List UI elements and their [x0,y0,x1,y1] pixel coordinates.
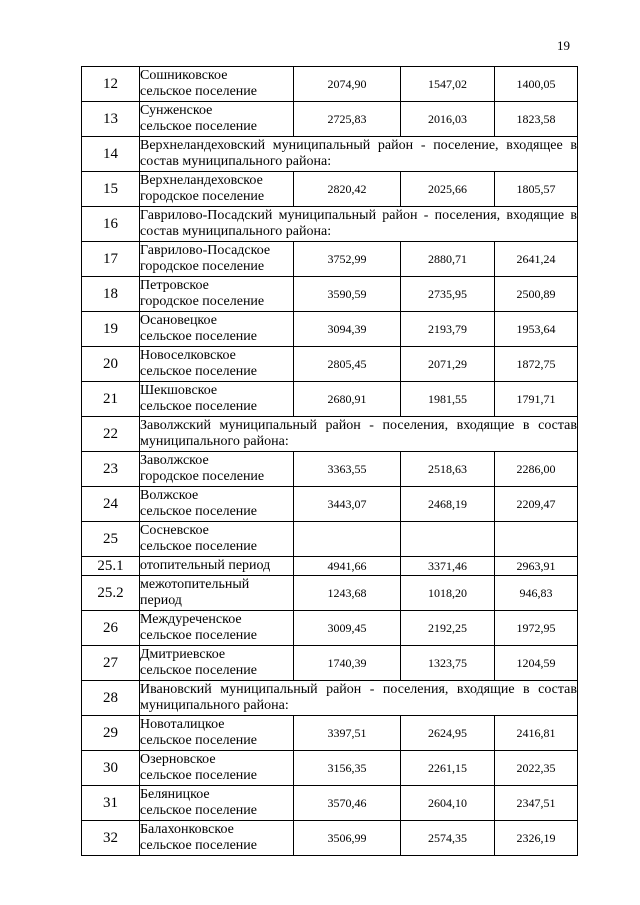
row-number: 20 [82,347,140,382]
tariff-table [81,66,578,856]
table-row [82,557,578,576]
row-number: 31 [82,786,140,821]
value-v2: 2192,25 [401,611,495,646]
row-number: 24 [82,487,140,522]
value-v1: 2725,83 [294,102,401,137]
settlement-name: Дмитриевское сельское поселение [140,646,294,681]
value-v3: 2022,35 [495,751,578,786]
value-v1: 2820,42 [294,172,401,207]
value-v3: 2641,24 [495,242,578,277]
table-row [82,347,578,382]
value-v1: 2805,45 [294,347,401,382]
settlement-name: Сошниковское сельское поселение [140,67,294,102]
table-row [82,172,578,207]
table-row [82,821,578,856]
value-v1: 3506,99 [294,821,401,856]
settlement-name: Озерновское сельское поселение [140,751,294,786]
row-number: 14 [82,137,140,172]
settlement-name: Осановецкое сельское поселение [140,312,294,347]
value-v1: 3443,07 [294,487,401,522]
value-v1: 3094,39 [294,312,401,347]
district-header-row [82,137,578,172]
value-v3: 1872,75 [495,347,578,382]
row-number: 26 [82,611,140,646]
page-number: 19 [557,38,570,53]
row-number: 27 [82,646,140,681]
settlement-name: Балахонковское сельское поселение [140,821,294,856]
value-v3: 2347,51 [495,786,578,821]
table-row [82,522,578,557]
district-header-row [82,417,578,452]
value-v3: 1972,95 [495,611,578,646]
value-v2: 2735,95 [401,277,495,312]
value-v3: 1953,64 [495,312,578,347]
settlement-name: Сосневское сельское поселение [140,522,294,557]
row-number: 32 [82,821,140,856]
value-v1: 3397,51 [294,716,401,751]
row-number: 21 [82,382,140,417]
settlement-name: Петровское городское поселение [140,277,294,312]
value-v3: 2209,47 [495,487,578,522]
row-number: 18 [82,277,140,312]
value-v3: 1805,57 [495,172,578,207]
value-v2: 2025,66 [401,172,495,207]
row-number: 22 [82,417,140,452]
value-v3: 1204,59 [495,646,578,681]
value-v2: 1323,75 [401,646,495,681]
settlement-name: Гаврилово-Посадское городское поселение [140,242,294,277]
value-v2: 2071,29 [401,347,495,382]
settlement-name: Верхнеландеховское городское поселение [140,172,294,207]
row-number: 13 [82,102,140,137]
value-v3: 2326,19 [495,821,578,856]
value-v3: 2500,89 [495,277,578,312]
value-v3: 946,83 [495,576,578,611]
table-row [82,277,578,312]
value-v1: 3009,45 [294,611,401,646]
settlement-name: Сунженское сельское поселение [140,102,294,137]
settlement-name: отопительный период [140,557,294,576]
row-number: 23 [82,452,140,487]
table-row [82,242,578,277]
value-v2: 3371,46 [401,557,495,576]
district-header: Верхнеландеховский муниципальный район - поселение, входящее в состав муниципального района: [140,137,578,172]
value-v1: 3590,59 [294,277,401,312]
value-v3: 1823,58 [495,102,578,137]
settlement-name: Беляницкое сельское поселение [140,786,294,821]
value-v1: 1740,39 [294,646,401,681]
value-v2: 2193,79 [401,312,495,347]
settlement-name: межотопительный период [140,576,294,611]
table-row [82,646,578,681]
value-v1 [294,522,401,557]
value-v3: 1791,71 [495,382,578,417]
table-row [82,102,578,137]
value-v3 [495,522,578,557]
value-v2: 2261,15 [401,751,495,786]
value-v2: 2880,71 [401,242,495,277]
row-number: 28 [82,681,140,716]
value-v1: 3156,35 [294,751,401,786]
table-row [82,452,578,487]
table-row [82,576,578,611]
value-v2 [401,522,495,557]
row-number: 15 [82,172,140,207]
table-row [82,751,578,786]
value-v1: 2680,91 [294,382,401,417]
settlement-name: Новоселковское сельское поселение [140,347,294,382]
table-row [82,382,578,417]
value-v2: 2574,35 [401,821,495,856]
district-header-row [82,681,578,716]
table-row [82,487,578,522]
row-number: 25 [82,522,140,557]
row-number: 16 [82,207,140,242]
value-v3: 2963,91 [495,557,578,576]
value-v3: 1400,05 [495,67,578,102]
district-header: Заволжский муниципальный район - поселения, входящие в состав муниципального района: [140,417,578,452]
value-v3: 2286,00 [495,452,578,487]
row-number: 25.2 [82,576,140,611]
row-number: 12 [82,67,140,102]
row-number: 19 [82,312,140,347]
value-v1: 3752,99 [294,242,401,277]
value-v2: 1981,55 [401,382,495,417]
district-header: Ивановский муниципальный район - поселения, входящие в состав муниципального района: [140,681,578,716]
value-v1: 1243,68 [294,576,401,611]
table-body [82,67,578,856]
value-v2: 2604,10 [401,786,495,821]
table-row [82,786,578,821]
district-header: Гаврилово-Посадский муниципальный район - поселения, входящие в состав муниципального района: [140,207,578,242]
value-v1: 2074,90 [294,67,401,102]
value-v2: 1547,02 [401,67,495,102]
value-v2: 2016,03 [401,102,495,137]
table-row [82,312,578,347]
table-row [82,67,578,102]
settlement-name: Междуреченское сельское поселение [140,611,294,646]
settlement-name: Заволжское городское поселение [140,452,294,487]
value-v2: 1018,20 [401,576,495,611]
value-v3: 2416,81 [495,716,578,751]
row-number: 25.1 [82,557,140,576]
value-v2: 2624,95 [401,716,495,751]
row-number: 29 [82,716,140,751]
value-v2: 2468,19 [401,487,495,522]
settlement-name: Волжское сельское поселение [140,487,294,522]
row-number: 30 [82,751,140,786]
value-v1: 3570,46 [294,786,401,821]
district-header-row [82,207,578,242]
value-v1: 4941,66 [294,557,401,576]
settlement-name: Шекшовское сельское поселение [140,382,294,417]
value-v2: 2518,63 [401,452,495,487]
value-v1: 3363,55 [294,452,401,487]
row-number: 17 [82,242,140,277]
table-row [82,611,578,646]
table-row [82,716,578,751]
settlement-name: Новоталицкое сельское поселение [140,716,294,751]
